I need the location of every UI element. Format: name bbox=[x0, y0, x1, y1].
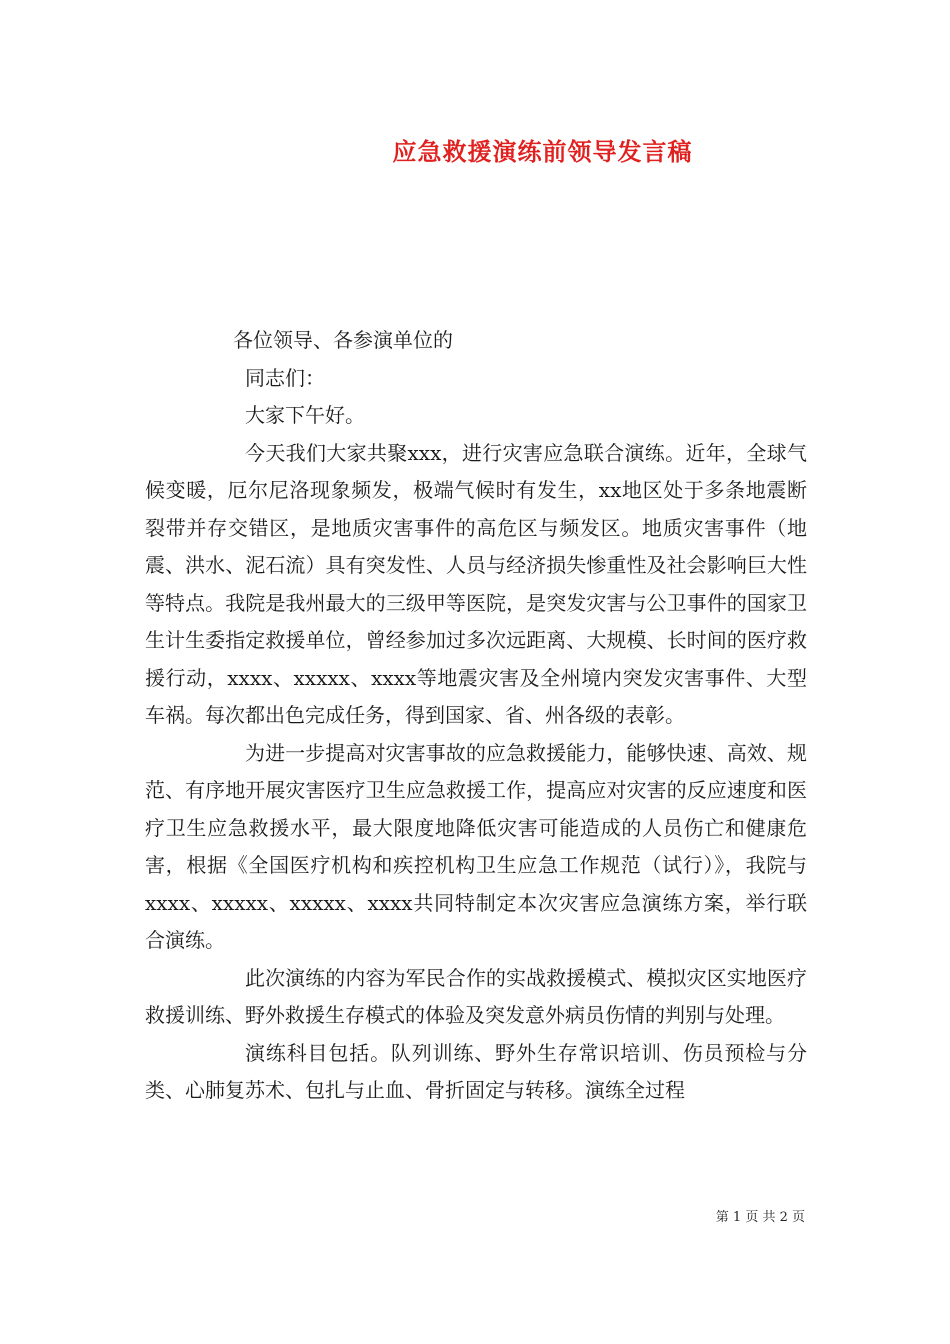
page-indicator: 第 1 页 共 2 页 bbox=[715, 1210, 805, 1225]
paragraph-3: 此次演练的内容为军民合作的实战救援模式、模拟灾区实地医疗救援训练、野外救援生存模式的体验及突发意外病员伤情的判别与处理。 bbox=[145, 965, 807, 1027]
salutation-line-1: 各位领导、各参演单位的 bbox=[233, 328, 453, 352]
document-body bbox=[145, 322, 807, 1110]
paragraph-2: 为进一步提高对灾害事故的应急救援能力，能够快速、高效、规范、有序地开展灾害医疗卫生应急救援工作，提高应对灾害的反应速度和医疗卫生应急救援水平，最大限度地降低灾害可能造成的人员伤亡和健康危害，根据《全国医疗机构和疾控机构卫生应急工作规范（试行）》，我院与xxxx、xxxxx、xxxxx、xxxx共同特制定本次灾害应急演练方案，举行联合演练。 bbox=[145, 740, 807, 952]
paragraph-1: 今天我们大家共聚xxx，进行灾害应急联合演练。近年，全球气候变暖，厄尔尼洛现象频发，极端气候时有发生，xx地区处于多条地震断裂带并存交错区，是地质灾害事件的高危区与频发区。地质灾害事件（地震、洪水、泥石流）具有突发性、人员与经济损失惨重性及社会影响巨大性等特点。我院是我州最大的三级甲等医院，是突发灾害与公卫事件的国家卫生计生委指定救援单位，曾经参加过多次远距离、大规模、长时间的医疗救援行动，xxxx、xxxxx、xxxx等地震灾害及全州境内突发灾害事件、大型车祸。每次都出色完成任务，得到国家、省、州各级的表彰。 bbox=[145, 440, 807, 727]
greeting: 大家下午好。 bbox=[245, 403, 365, 427]
paragraph-4: 演练科目包括。队列训练、野外生存常识培训、伤员预检与分类、心肺复苏术、包扎与止血、骨折固定与转移。演练全过程 bbox=[145, 1040, 807, 1102]
document-title: 应急救援演练前领导发言稿 bbox=[392, 137, 693, 166]
salutation-line-2: 同志们： bbox=[245, 365, 325, 390]
